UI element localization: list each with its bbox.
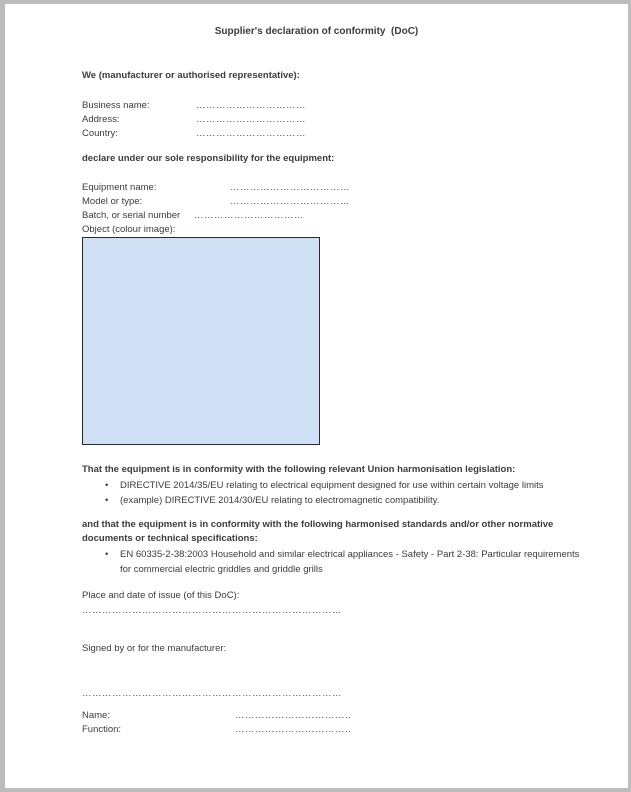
issue-fill-line[interactable]: …………………………………………………………………… [82,605,342,616]
page-title: Supplier's declaration of conformity (DoC) [214,26,419,37]
manufacturer-fields [82,99,588,141]
legislation-bullet-text: (example) DIRECTIVE 2014/30/EU relating to electromagnetic compatibility. [120,494,440,506]
address-label: Address: [82,114,120,125]
model-or-type-fill-line[interactable]: ……………………………… [230,196,350,207]
issue-label: Place and date of issue (of this DoC): [82,590,240,601]
list-item [82,479,588,494]
batch-serial-fill-line[interactable]: …………………………… [194,210,304,221]
equipment-name-fill-line[interactable]: ……………………………… [230,182,350,193]
model-or-type-label: Model or type: [82,196,143,207]
business-name-fill-line[interactable]: …………………………… [196,100,306,111]
batch-serial-label: Batch, or serial number [82,210,181,221]
field-address [82,113,588,127]
manufacturer-heading: We (manufacturer or authorised representative): [82,70,300,81]
legislation-heading: That the equipment is in conformity with the following relevant Union harmonisation legislation: [82,464,516,475]
bullet-icon: • [105,549,109,560]
standards-bullet-text: EN 60335-2-38:2003 Household and similar electrical appliances - Safety - Part 2-38: Particular requirements for commercial electric griddles and griddle grills [120,549,580,575]
list-item [82,494,588,509]
field-model-or-type [82,195,588,209]
doc-content [82,4,588,737]
field-object-image [82,223,588,237]
address-fill-line[interactable]: …………………………… [196,114,306,125]
country-fill-line[interactable]: …………………………… [196,128,306,139]
name-label: Name: [82,710,110,721]
function-fill-line[interactable]: …………………………….. [235,724,352,735]
standards-list [82,548,588,577]
signatory-fields [82,709,588,737]
field-country [82,127,588,141]
function-label: Function: [82,724,122,735]
legislation-list [82,479,588,508]
field-equipment-name [82,181,588,195]
signature-fill-line[interactable]: …………………………………………………………………… [82,688,342,699]
field-name [82,709,588,723]
equipment-name-label: Equipment name: [82,182,157,193]
standards-heading: and that the equipment is in conformity with the following harmonised standards and/or other normative documents or technical specifications: [82,519,554,544]
country-label: Country: [82,128,118,139]
field-business-name [82,99,588,113]
object-image-label: Object (colour image): [82,224,176,235]
object-image-placeholder[interactable] [82,237,320,445]
declare-heading: declare under our sole responsibility for the equipment: [82,153,335,164]
field-batch-serial [82,209,588,223]
equipment-fields [82,181,588,237]
bullet-icon: • [105,480,109,491]
field-function [82,723,588,737]
legislation-bullet-text: DIRECTIVE 2014/35/EU relating to electrical equipment designed for use within certain voltage limits [120,480,544,491]
bullet-icon: • [105,494,109,506]
name-fill-line[interactable]: …………………………….. [235,710,352,721]
signature-label: Signed by or for the manufacturer: [82,643,227,654]
business-name-label: Business name: [82,100,150,111]
list-item [82,548,588,577]
